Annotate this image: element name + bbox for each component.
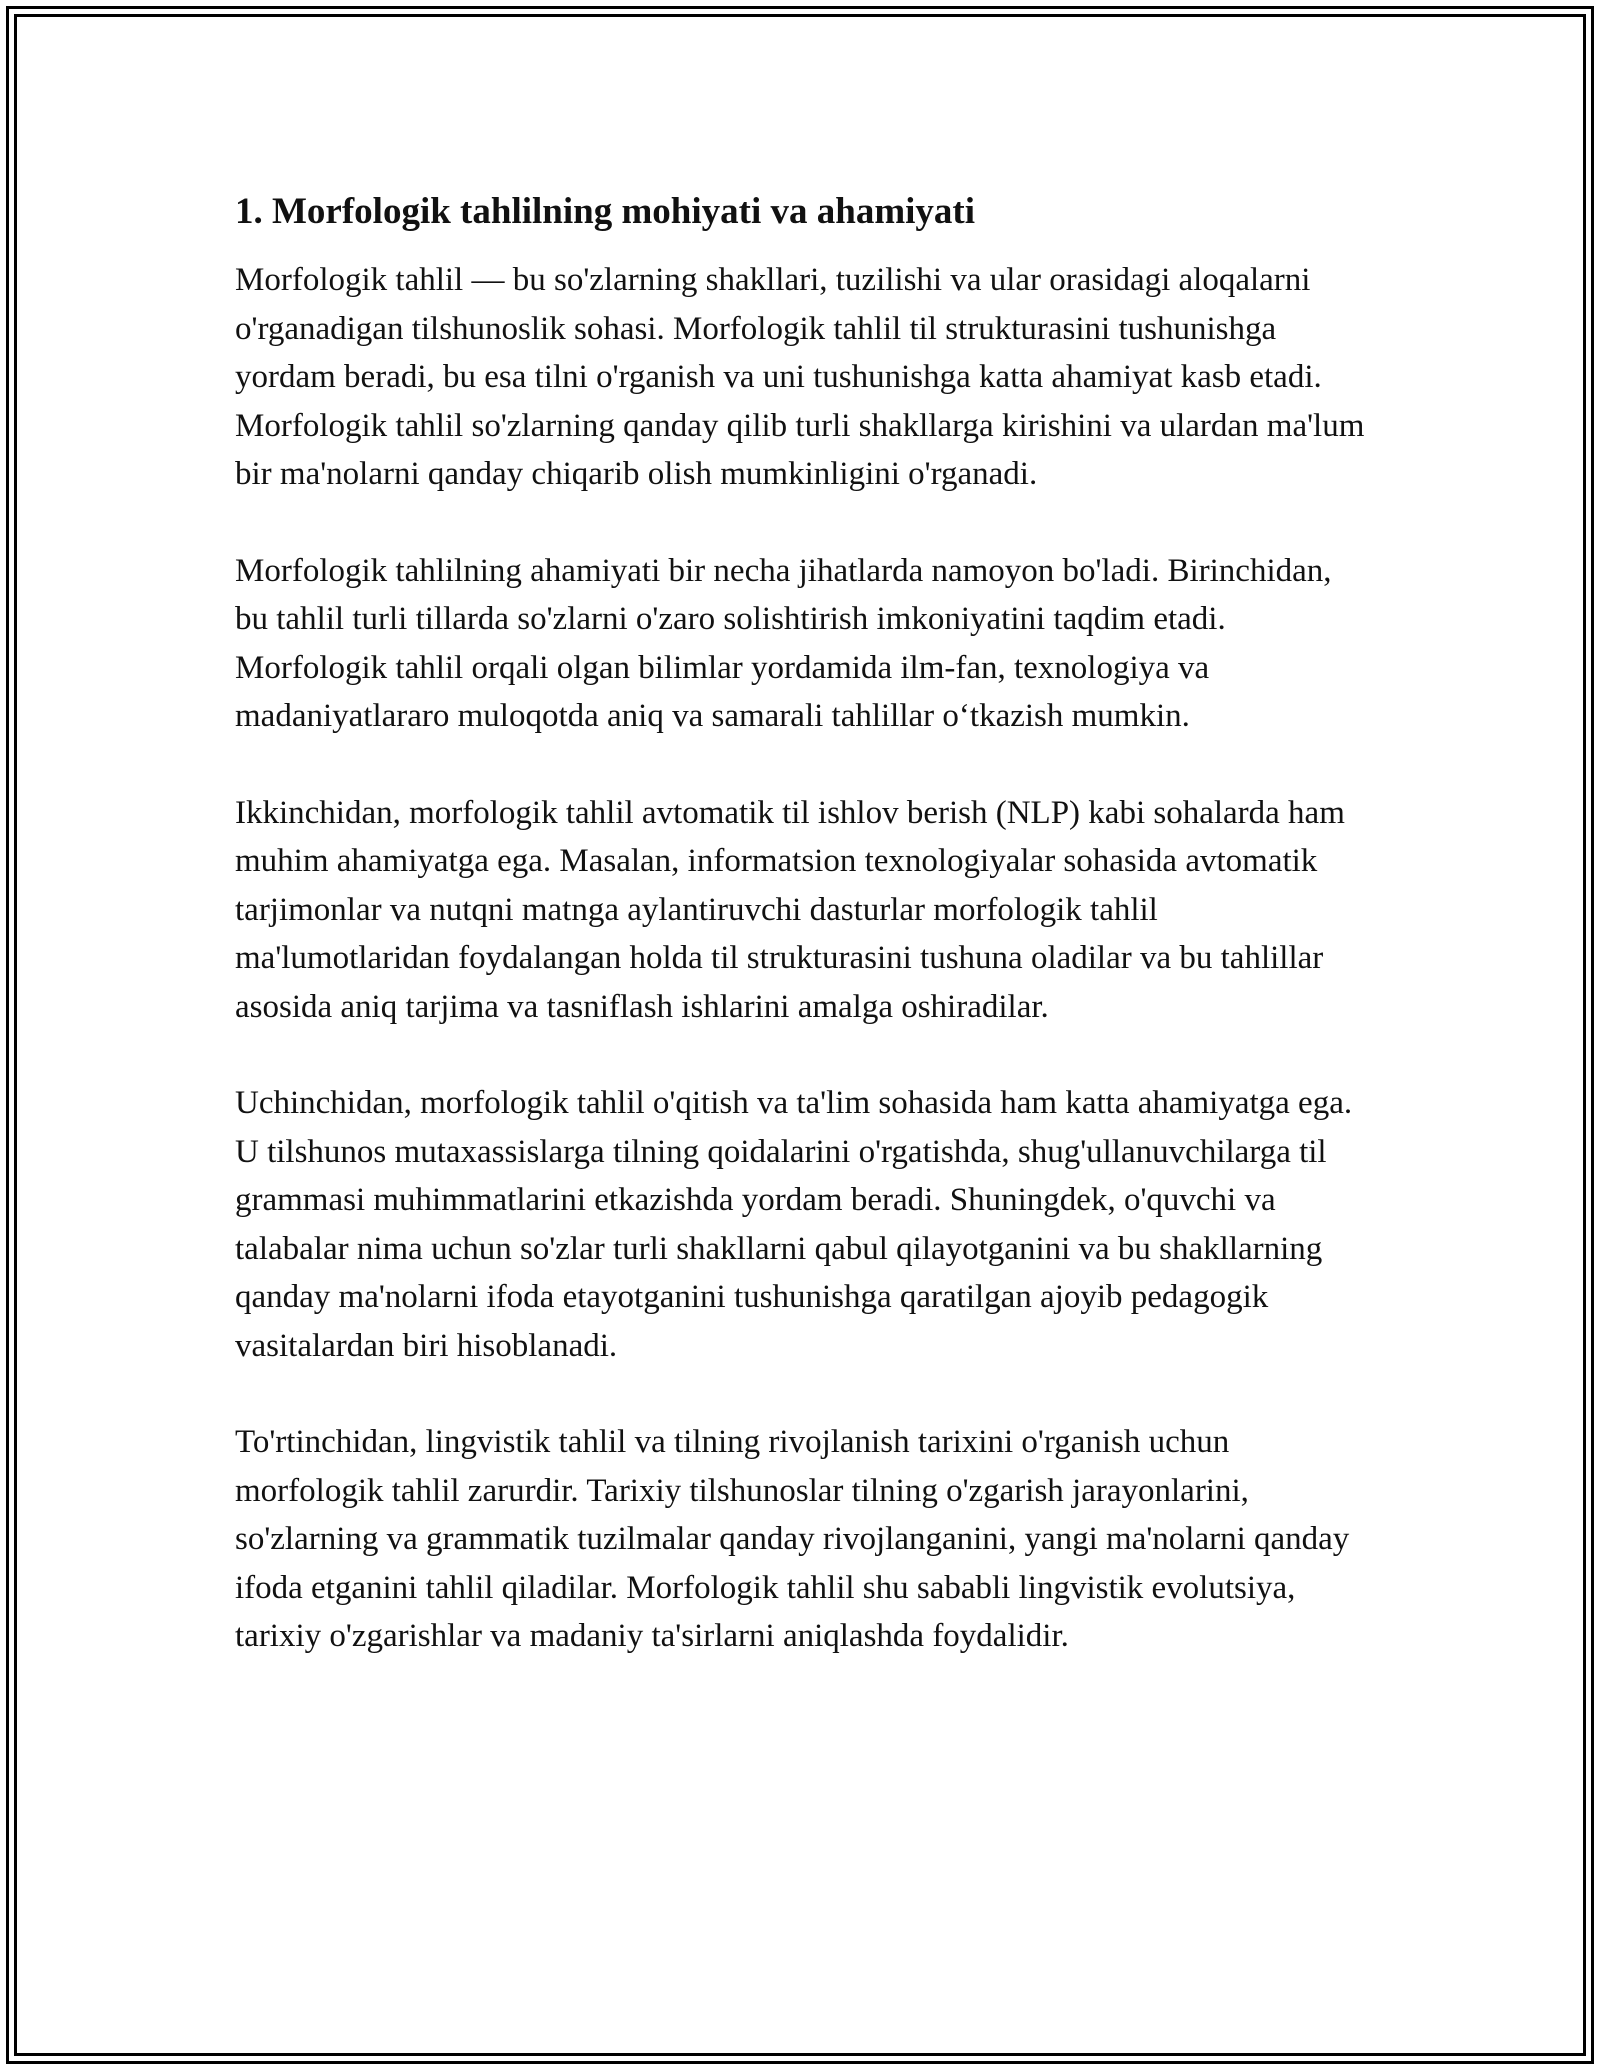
paragraph-3: Ikkinchidan, morfologik tahlil avtomatik til ishlov berish (NLP) kabi sohalarda ham muhim ahamiyatga ega. Masalan, informatsion texnologiyalar sohasida avtomatik tarjimonlar va nutqni matnga aylantiruvchi dasturlar morfologik tahlil ma'lumotlaridan foydalangan holda til strukturasini tushuna oladilar va bu tahlillar asosida aniq tarjima va tasniflash ishlarini amalga oshiradilar. — [235, 794, 1345, 1025]
document-body — [235, 186, 1370, 1709]
paragraph-4: Uchinchidan, morfologik tahlil o'qitish va ta'lim sohasida ham katta ahamiyatga ega. U tilshunos mutaxassislarga tilning qoidalarini o'rgatishda, shug'ullanuvchilarga til grammasi muhimmatlarini etkazishda yordam beradi. Shuningdek, o'quvchi va talabalar nima uchun so'zlar turli shakllarni qabul qilayotganini va bu shakllarning qanday ma'nolarni ifoda etayotganini tushunishga qaratilgan ajoyib pedagogik vasitalardan biri hisoblanadi. — [235, 1085, 1353, 1364]
paragraph-5: To'rtinchidan, lingvistik tahlil va tilning rivojlanish tarixini o'rganish uchun morfologik tahlil zarurdir. Tarixiy tilshunoslar tilning o'zgarish jarayonlarini, so'zlarning va grammatik tuzilmalar qanday rivojlanganini, yangi ma'nolarni qanday ifoda etganini tahlil qiladilar. Morfologik tahlil shu sababli lingvistik evolutsiya, tarixiy o'zgarishlar va madaniy ta'sirlarni aniqlashda foydalidir. — [235, 1424, 1350, 1654]
paragraph-1: Morfologik tahlil — bu so'zlarning shakllari, tuzilishi va ular orasidagi aloqalarni o'rganadigan tilshunoslik sohasi. Morfologik tahlil til strukturasini tushunishga yordam beradi, bu esa tilni o'rganish va uni tushunishga katta ahamiyat kasb etadi. Morfologik tahlil so'zlarning qanday qilib turli shakllarga kirishini va ulardan ma'lum bir ma'nolarni qanday chiqarib olish mumkinligini o'rganadi. — [235, 262, 1365, 492]
paragraph-2: Morfologik tahlilning ahamiyati bir necha jihatlarda namoyon bo'ladi. Birinchidan, bu tahlil turli tillarda so'zlarni o'zaro solishtirish imkoniyatini taqdim etadi. Morfologik tahlil orqali olgan bilimlar yordamida ilm-fan, texnologiya va madaniyatlararo muloqotda aniq va samarali tahlillar o‘tkazish mumkin. — [235, 552, 1332, 734]
section-title: 1. Morfologik tahlilning mohiyati va ahamiyati — [235, 191, 976, 232]
